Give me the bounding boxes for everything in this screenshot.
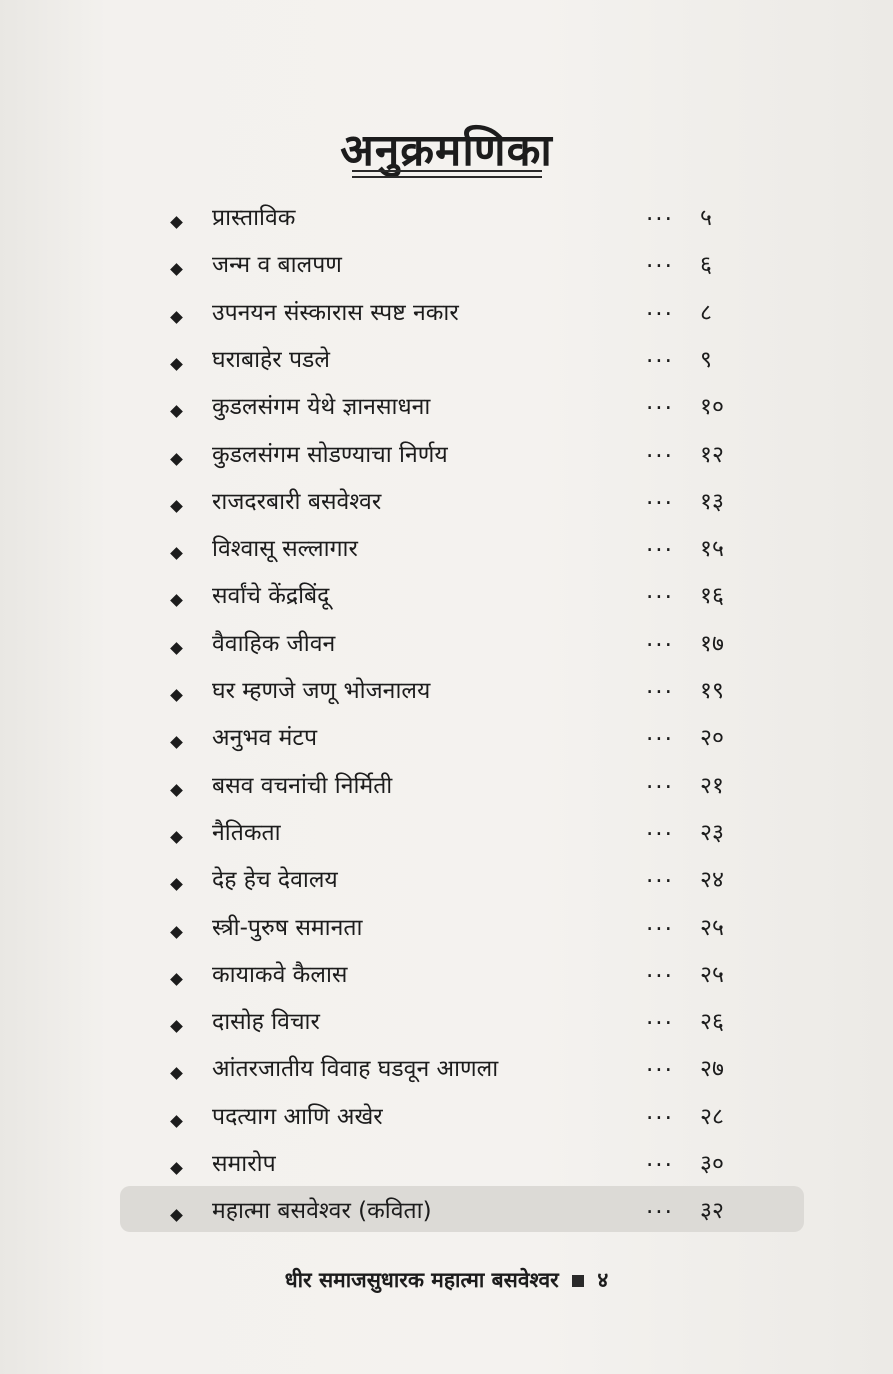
entry-page-number: ८ xyxy=(700,300,712,326)
list-item xyxy=(0,720,893,768)
entry-title: उपनयन संस्कारास स्पष्ट नकार xyxy=(212,300,459,326)
dot-leader: ... xyxy=(646,910,674,936)
dot-leader: ... xyxy=(646,578,674,604)
list-item xyxy=(0,200,893,248)
diamond-bullet-icon xyxy=(170,311,183,324)
page-title: अनुक्रमणिका xyxy=(340,125,553,176)
dot-leader: ... xyxy=(646,295,674,321)
list-item xyxy=(0,957,893,1005)
list-item xyxy=(0,295,893,343)
dot-leader: ... xyxy=(646,1193,674,1219)
dot-leader: ... xyxy=(646,484,674,510)
list-item xyxy=(0,578,893,626)
entry-title: प्रास्ताविक xyxy=(212,205,296,231)
diamond-bullet-icon xyxy=(170,926,183,939)
diamond-bullet-icon xyxy=(170,263,183,276)
diamond-bullet-icon xyxy=(170,784,183,797)
list-item xyxy=(0,1146,893,1194)
dot-leader: ... xyxy=(646,1051,674,1077)
diamond-bullet-icon xyxy=(170,453,183,466)
entry-page-number: ३० xyxy=(700,1151,724,1177)
entry-title: नैतिकता xyxy=(212,820,281,846)
dot-leader: ... xyxy=(646,673,674,699)
list-item xyxy=(0,626,893,674)
entry-page-number: १६ xyxy=(700,583,724,609)
diamond-bullet-icon xyxy=(170,973,183,986)
diamond-bullet-icon xyxy=(170,642,183,655)
dot-leader: ... xyxy=(646,768,674,794)
list-item xyxy=(0,1193,893,1241)
dot-leader: ... xyxy=(646,437,674,463)
entry-page-number: ३२ xyxy=(700,1198,724,1224)
dot-leader: ... xyxy=(646,626,674,652)
diamond-bullet-icon xyxy=(170,216,183,229)
diamond-bullet-icon xyxy=(170,500,183,513)
entry-page-number: १५ xyxy=(700,536,724,562)
diamond-bullet-icon xyxy=(170,1020,183,1033)
list-item xyxy=(0,247,893,295)
diamond-bullet-icon xyxy=(170,831,183,844)
entry-title: कायाकवे कैलास xyxy=(212,962,348,988)
dot-leader: ... xyxy=(646,720,674,746)
diamond-bullet-icon xyxy=(170,736,183,749)
entry-title: सर्वांचे केंद्रबिंदू xyxy=(212,583,330,609)
entry-page-number: २१ xyxy=(700,773,724,799)
entry-page-number: ९ xyxy=(700,347,712,373)
diamond-bullet-icon xyxy=(170,1209,183,1222)
entry-page-number: १० xyxy=(700,394,724,420)
entry-title: राजदरबारी बसवेश्वर xyxy=(212,489,382,515)
entry-title: विश्वासू सल्लागार xyxy=(212,536,358,562)
square-icon xyxy=(572,1275,584,1287)
diamond-bullet-icon xyxy=(170,1162,183,1175)
dot-leader: ... xyxy=(646,342,674,368)
dot-leader: ... xyxy=(646,1146,674,1172)
entry-title: आंतरजातीय विवाह घडवून आणला xyxy=(212,1056,499,1082)
list-item xyxy=(0,1004,893,1052)
entry-title: कुडलसंगम सोडण्याचा निर्णय xyxy=(212,442,448,468)
dot-leader: ... xyxy=(646,957,674,983)
diamond-bullet-icon xyxy=(170,1115,183,1128)
diamond-bullet-icon xyxy=(170,547,183,560)
entry-title: जन्म व बालपण xyxy=(212,252,342,278)
entry-title: वैवाहिक जीवन xyxy=(212,631,336,657)
list-item xyxy=(0,389,893,437)
list-item xyxy=(0,1099,893,1147)
list-item xyxy=(0,484,893,532)
entry-page-number: २८ xyxy=(700,1104,724,1130)
list-item xyxy=(0,673,893,721)
entry-page-number: २३ xyxy=(700,820,724,846)
entry-title: अनुभव मंटप xyxy=(212,725,318,751)
entry-title: बसव वचनांची निर्मिती xyxy=(212,773,393,799)
diamond-bullet-icon xyxy=(170,878,183,891)
list-item xyxy=(0,1051,893,1099)
list-item xyxy=(0,862,893,910)
dot-leader: ... xyxy=(646,389,674,415)
entry-page-number: १२ xyxy=(700,442,724,468)
dot-leader: ... xyxy=(646,815,674,841)
dot-leader: ... xyxy=(646,1004,674,1030)
entry-title: घर म्हणजे जणू भोजनालय xyxy=(212,678,431,704)
diamond-bullet-icon xyxy=(170,594,183,607)
diamond-bullet-icon xyxy=(170,1067,183,1080)
diamond-bullet-icon xyxy=(170,405,183,418)
list-item xyxy=(0,910,893,958)
entry-page-number: २७ xyxy=(700,1056,724,1082)
entry-page-number: १९ xyxy=(700,678,724,704)
list-item xyxy=(0,815,893,863)
dot-leader: ... xyxy=(646,247,674,273)
list-item xyxy=(0,531,893,579)
entry-title: महात्मा बसवेश्वर (कविता) xyxy=(212,1198,432,1224)
entry-title: समारोप xyxy=(212,1151,276,1177)
entry-title: दासोह विचार xyxy=(212,1009,320,1035)
entry-title: स्त्री-पुरुष समानता xyxy=(212,915,363,941)
entry-page-number: ५ xyxy=(700,205,712,231)
dot-leader: ... xyxy=(646,862,674,888)
list-item xyxy=(0,768,893,816)
list-item xyxy=(0,342,893,390)
entry-page-number: १३ xyxy=(700,489,724,515)
diamond-bullet-icon xyxy=(170,358,183,371)
entry-page-number: २६ xyxy=(700,1009,724,1035)
entry-title: पदत्याग आणि अखेर xyxy=(212,1104,383,1130)
entry-title: घराबाहेर पडले xyxy=(212,347,330,373)
entry-page-number: ६ xyxy=(700,252,712,278)
dot-leader: ... xyxy=(646,531,674,557)
footer-page-number: ४ xyxy=(597,1268,609,1292)
entry-page-number: २५ xyxy=(700,962,724,988)
dot-leader: ... xyxy=(646,1099,674,1125)
entry-title: कुडलसंगम येथे ज्ञानसाधना xyxy=(212,394,431,420)
diamond-bullet-icon xyxy=(170,689,183,702)
running-footer xyxy=(0,1266,893,1294)
list-item xyxy=(0,437,893,485)
dot-leader: ... xyxy=(646,200,674,226)
entry-page-number: २५ xyxy=(700,915,724,941)
entry-page-number: २४ xyxy=(700,867,724,893)
entry-title: देह हेच देवालय xyxy=(212,867,338,893)
footer-book-title: धीर समाजसुधारक महात्मा बसवेश्वर xyxy=(284,1268,559,1292)
entry-page-number: १७ xyxy=(700,631,724,657)
entry-page-number: २० xyxy=(700,725,724,751)
